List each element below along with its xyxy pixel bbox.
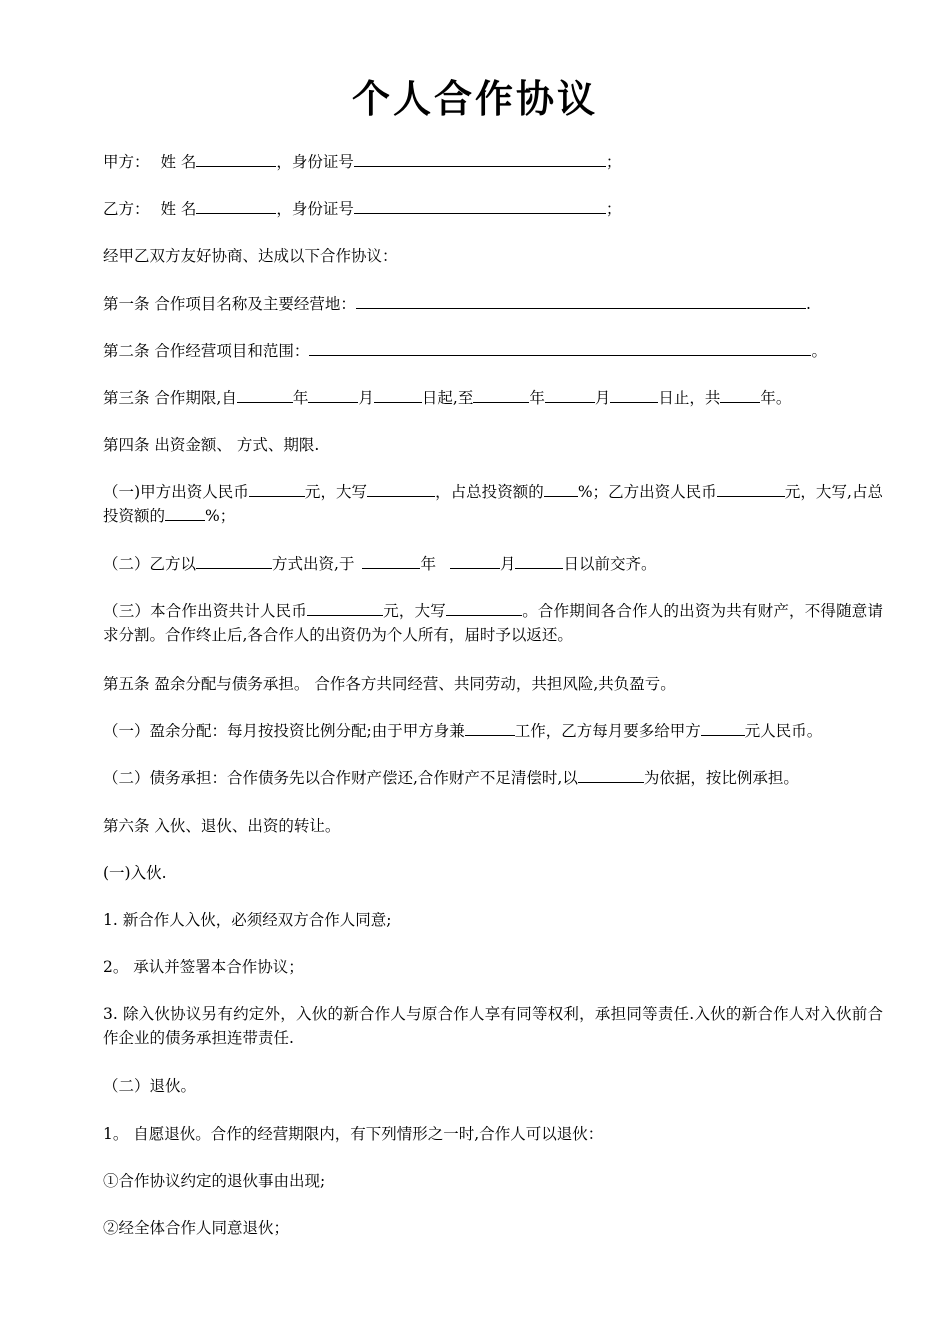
text: 元，大写 bbox=[784, 483, 847, 501]
text: 年 bbox=[529, 389, 545, 407]
blank bbox=[720, 387, 760, 403]
blank bbox=[450, 553, 500, 569]
text: 元，大写 bbox=[304, 483, 368, 501]
party-a-line bbox=[103, 150, 621, 174]
intro-paragraph: 经甲乙双方友好协商、达成以下合作协议： bbox=[103, 247, 398, 265]
party-a-name-label: 姓 名 bbox=[160, 153, 197, 171]
text: 年 bbox=[292, 389, 309, 407]
clause-text bbox=[68, 599, 883, 647]
text: 方式出资,于 bbox=[272, 555, 355, 573]
article-3-prefix: 第三条 合作期限,自 bbox=[103, 389, 237, 407]
punct: 。 bbox=[811, 342, 827, 360]
text: （一）盈余分配：每月按投资比例分配;由于甲方身兼 bbox=[103, 722, 465, 740]
party-b-name-label: 姓 名 bbox=[160, 200, 197, 218]
blank bbox=[701, 720, 745, 736]
punct: ； bbox=[605, 153, 622, 171]
text: 月 bbox=[358, 389, 374, 407]
blank bbox=[465, 720, 515, 736]
blank bbox=[308, 387, 358, 403]
text: （二）债务承担：合作债务先以合作财产偿还,合作财产不足清偿时,以 bbox=[103, 769, 578, 787]
blank bbox=[165, 505, 205, 521]
text: （二）乙方以 bbox=[103, 555, 197, 573]
party-b-label: 乙方： bbox=[103, 200, 150, 218]
party-a-id-label: ，身份证号 bbox=[276, 153, 354, 171]
blank bbox=[515, 553, 563, 569]
article-2 bbox=[103, 339, 827, 363]
article-6-clause-1-title: (一)入伙. bbox=[103, 864, 167, 882]
text: （三）本合作出资共计人民币 bbox=[103, 602, 308, 620]
blank bbox=[578, 767, 644, 783]
blank bbox=[249, 481, 305, 497]
article-1-text: 第一条 合作项目名称及主要经营地： bbox=[103, 295, 356, 313]
article-5-clause-2 bbox=[103, 766, 799, 790]
party-a-name-blank bbox=[196, 151, 276, 167]
article-2-blank bbox=[309, 340, 811, 356]
blank bbox=[362, 553, 420, 569]
text: 年。 bbox=[760, 389, 792, 407]
party-b-line bbox=[103, 197, 621, 221]
article-6-2-item-1-b: ②经全体合作人同意退伙； bbox=[103, 1219, 290, 1237]
text: 工作，乙方每月要多给甲方 bbox=[514, 722, 701, 740]
blank bbox=[196, 553, 272, 569]
text: 日止，共 bbox=[658, 389, 721, 407]
article-3 bbox=[103, 386, 791, 410]
blank bbox=[473, 387, 529, 403]
blank bbox=[610, 387, 658, 403]
text: %； bbox=[205, 507, 236, 525]
article-4-clause-1 bbox=[68, 480, 883, 528]
blank bbox=[717, 481, 785, 497]
party-a-id-blank bbox=[354, 151, 606, 167]
page-title: 个人合作协议 bbox=[351, 77, 598, 121]
blank bbox=[446, 600, 522, 616]
text: ,占总投资额的 bbox=[103, 483, 883, 525]
text: 月 bbox=[594, 389, 611, 407]
article-6-1-item-1: 1. 新合作人入伙，必须经双方合作人同意; bbox=[103, 911, 392, 929]
party-a-label: 甲方： bbox=[103, 153, 150, 171]
article-6-1-item-3 bbox=[68, 1002, 883, 1050]
article-1 bbox=[103, 292, 811, 316]
text: 元，大写 bbox=[383, 602, 447, 620]
party-b-id-blank bbox=[354, 198, 606, 214]
text: 年 bbox=[420, 555, 436, 573]
punct: ； bbox=[605, 200, 622, 218]
article-4-title: 第四条 出资金额、 方式、期限. bbox=[103, 436, 320, 454]
text: 日以前交齐。 bbox=[563, 555, 657, 573]
article-5-clause-1 bbox=[103, 719, 822, 743]
text: 月 bbox=[499, 555, 516, 573]
article-4-clause-3 bbox=[68, 599, 883, 647]
blank bbox=[237, 387, 293, 403]
blank bbox=[544, 481, 578, 497]
text: （一)甲方出资人民币 bbox=[103, 483, 249, 501]
article-6-2-item-1-a: ①合作协议约定的退伙事由出现; bbox=[103, 1172, 326, 1190]
clause-text bbox=[68, 480, 883, 528]
punct: . bbox=[805, 295, 811, 313]
text: 。合作期间各合作人的出资为共有财产，不得随意请求分割。合作终止后,各合作人的出资仍为个人所有，届时予以返还。 bbox=[103, 602, 883, 644]
article-2-text: 第二条 合作经营项目和范围： bbox=[103, 342, 310, 360]
article-5-title: 第五条 盈余分配与债务承担。 合作各方共同经营、共同劳动，共担风险,共负盈亏。 bbox=[103, 675, 676, 693]
article-4-clause-2 bbox=[103, 552, 657, 576]
party-b-id-label: ，身份证号 bbox=[276, 200, 354, 218]
article-6-title: 第六条 入伙、退伙、出资的转让。 bbox=[103, 817, 341, 835]
blank bbox=[374, 387, 422, 403]
text: 为依据，按比例承担。 bbox=[643, 769, 799, 787]
party-b-name-blank bbox=[196, 198, 276, 214]
text: ，占总投资额的 bbox=[435, 483, 544, 501]
blank bbox=[367, 481, 435, 497]
clause-text: 3. 除入伙协议另有约定外，入伙的新合作人与原合作人享有同等权利，承担同等责任.入伙的新合作人对入伙前合作企业的债务承担连带责任. bbox=[103, 1005, 883, 1047]
text: %；乙方出资人民币 bbox=[577, 483, 717, 501]
article-6-1-item-2: 2。 承认并签署本合作协议； bbox=[103, 958, 304, 976]
blank bbox=[307, 600, 383, 616]
text: 日起,至 bbox=[421, 389, 474, 407]
article-1-blank bbox=[356, 293, 806, 309]
blank bbox=[545, 387, 595, 403]
article-6-clause-2-title: （二）退伙。 bbox=[103, 1077, 197, 1095]
article-6-2-item-1: 1。 自愿退伙。合作的经营期限内，有下列情形之一时,合作人可以退伙： bbox=[103, 1125, 604, 1143]
text: 元人民币。 bbox=[744, 722, 823, 740]
